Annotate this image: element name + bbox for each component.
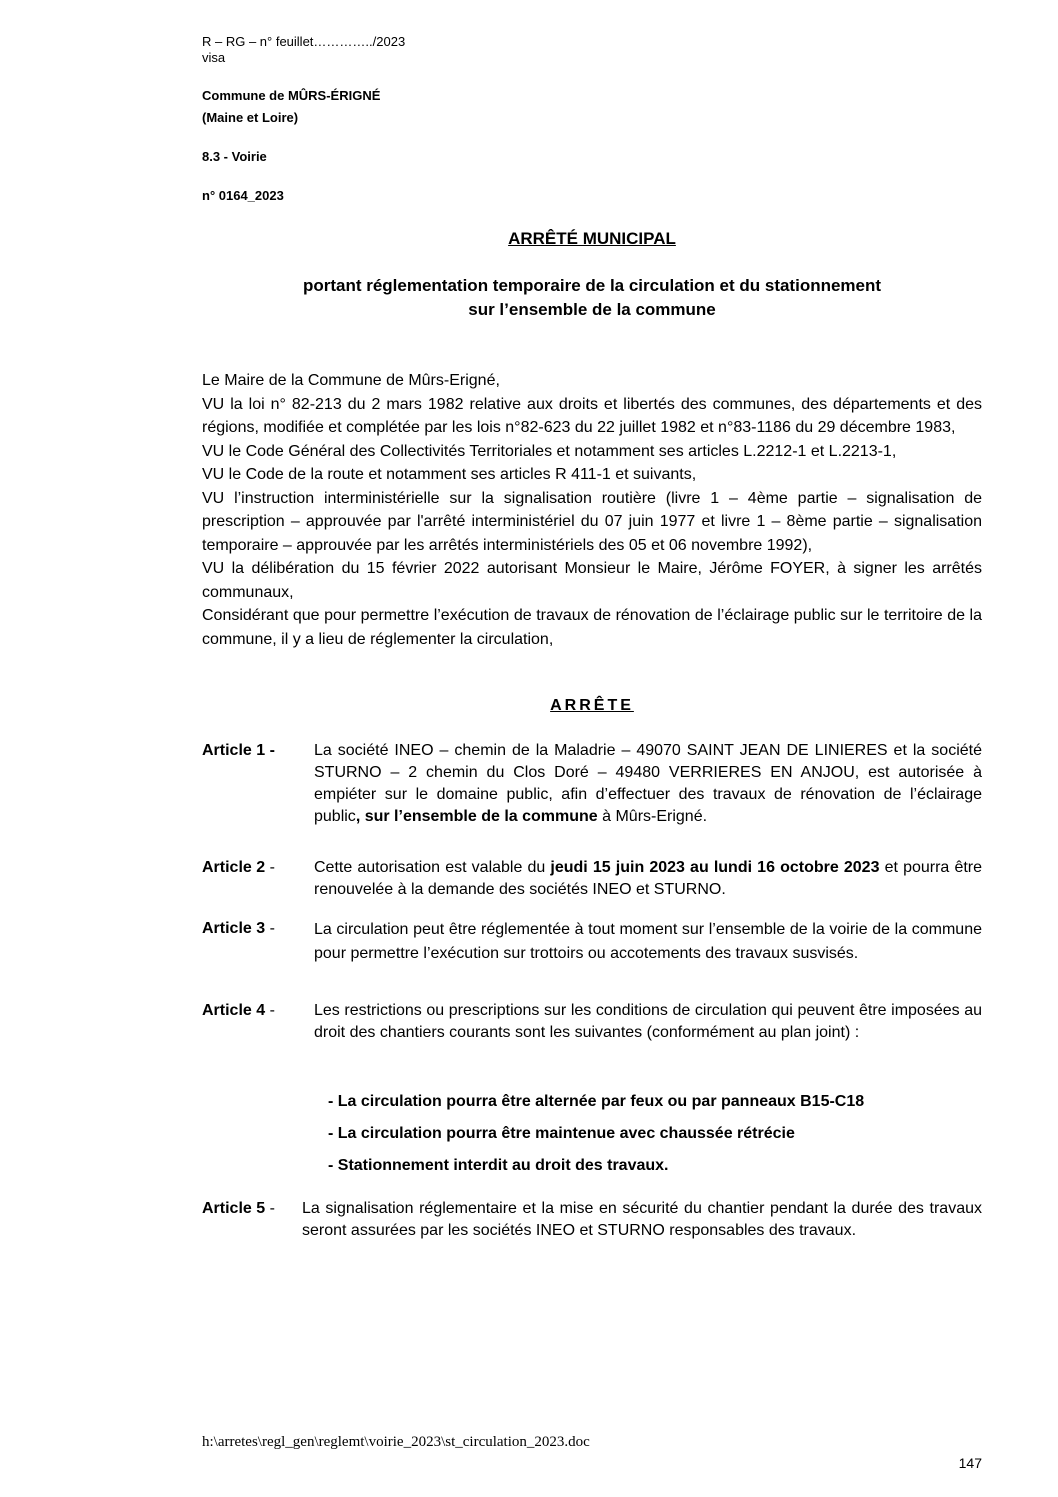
category-label: 8.3 - Voirie xyxy=(202,149,267,164)
article-5-text: La signalisation réglementaire et la mise en sécurité du chantier pendant la durée des travaux seront assurées par les sociétés INEO et STURNO responsables des travaux. xyxy=(302,1200,982,1239)
list-item: - Stationnement interdit au droit des travaux. xyxy=(328,1157,669,1174)
visa-label: visa xyxy=(202,50,226,65)
article-5-label-text: Article 5 xyxy=(202,1200,266,1217)
article-2-label-text: Article 2 xyxy=(202,859,266,876)
preamble-line: VU la délibération du 15 février 2022 autorisant Monsieur le Maire, Jérôme FOYER, à signer les arrêtés communaux, xyxy=(202,560,982,601)
commune-name: Commune de MÛRS-ÉRIGNÉ xyxy=(202,88,381,103)
article-1-body: La société INEO – chemin de la Maladrie – 49070 SAINT JEAN DE LINIERES et la société STURNO – 2 chemin du Clos Doré – 49480 VERRIERES EN ANJOU, est autorisée à empiéter sur le domaine public, afin d’effectuer des travaux de rénovation de l’éclairage public xyxy=(314,742,982,825)
page-title: ARRÊTÉ MUNICIPAL xyxy=(508,229,676,248)
article-3-text: La circulation peut être réglementée à tout moment sur l’ensemble de la voirie de la commune pour permettre l’exécution sur trottoirs ou accotements des travaux susvisés. xyxy=(314,921,982,962)
page-number: 147 xyxy=(958,1455,982,1471)
preamble-line: VU le Code de la route et notamment ses articles R 411-1 et suivants, xyxy=(202,466,697,483)
article-2-post: et pourra être renouvelée à la demande des sociétés INEO et STURNO. xyxy=(314,859,983,898)
list-item: - La circulation pourra être alternée par feux ou par panneaux B15-C18 xyxy=(328,1093,865,1110)
file-path: h:\arretes\regl_gen\reglemt\voirie_2023\st_circulation_2023.doc xyxy=(202,1434,590,1450)
preamble xyxy=(202,369,982,651)
article-4-label xyxy=(202,1000,275,1022)
preamble-line: Considérant que pour permettre l’exécution de travaux de rénovation de l’éclairage public sur le territoire de la commune, il y a lieu de réglementer la circulation, xyxy=(202,607,982,648)
article-1-tail: à Mûrs-Erigné. xyxy=(597,808,708,825)
subtitle-line-1: portant réglementation temporaire de la circulation et du stationnement xyxy=(302,276,882,295)
arrete-heading: ARRÊTE xyxy=(550,697,634,714)
department-name: (Maine et Loire) xyxy=(202,110,299,125)
article-3-label-text: Article 3 xyxy=(202,920,266,937)
subtitle-line-2: sur l’ensemble de la commune xyxy=(468,300,716,319)
article-3-dash: - xyxy=(265,920,275,937)
article-1-bold: , sur l’ensemble de la commune xyxy=(355,808,598,825)
article-4-text: Les restrictions ou prescriptions sur les conditions de circulation qui peuvent être imposées au droit des chantiers courants sont les suivantes (conformément au plan joint) : xyxy=(314,1002,982,1041)
article-4-label-text: Article 4 xyxy=(202,1002,266,1019)
article-2-dash: - xyxy=(265,859,275,876)
article-2-dates: jeudi 15 juin 2023 au lundi 16 octobre 2023 xyxy=(550,859,880,876)
article-5-label xyxy=(202,1198,275,1220)
list-item: - La circulation pourra être maintenue avec chaussée rétrécie xyxy=(328,1125,795,1142)
preamble-line: VU l’instruction interministérielle sur la signalisation routière (livre 1 – 4ème partie – signalisation de prescription – approuvée par l'arrêté interministériel du 07 juin 1977 et livre 1 – 8ème partie – signalisation temporaire – approuvée par les arrêtés interministériels des 05 et 06 novembre 1992), xyxy=(202,489,982,554)
article-3-label xyxy=(202,918,275,940)
article-4-dash: - xyxy=(265,1002,275,1019)
preamble-line: VU le Code Général des Collectivités Territoriales et notamment ses articles L.2212-1 et L.2213-1, xyxy=(202,442,897,460)
article-5-dash: - xyxy=(265,1200,275,1217)
subtitle xyxy=(202,274,982,322)
article-2-label xyxy=(202,857,275,879)
reference-line: R – RG – n° feuillet…………../2023 xyxy=(202,34,406,49)
article-1-text xyxy=(314,740,982,828)
article-1-label: Article 1 - xyxy=(202,742,275,759)
decree-number: n° 0164_2023 xyxy=(202,188,284,203)
preamble-line: Le Maire de la Commune de Mûrs-Erigné, xyxy=(202,372,500,389)
article-2-pre: Cette autorisation est valable du xyxy=(314,859,551,876)
article-2-text xyxy=(314,857,982,901)
preamble-line: VU la loi n° 82-213 du 2 mars 1982 relative aux droits et libertés des communes, des départements et des régions, modifiée et complétée par les lois n°82-623 du 22 juillet 1982 et n°83-1186 du 29 décembre 1983, xyxy=(202,395,982,436)
